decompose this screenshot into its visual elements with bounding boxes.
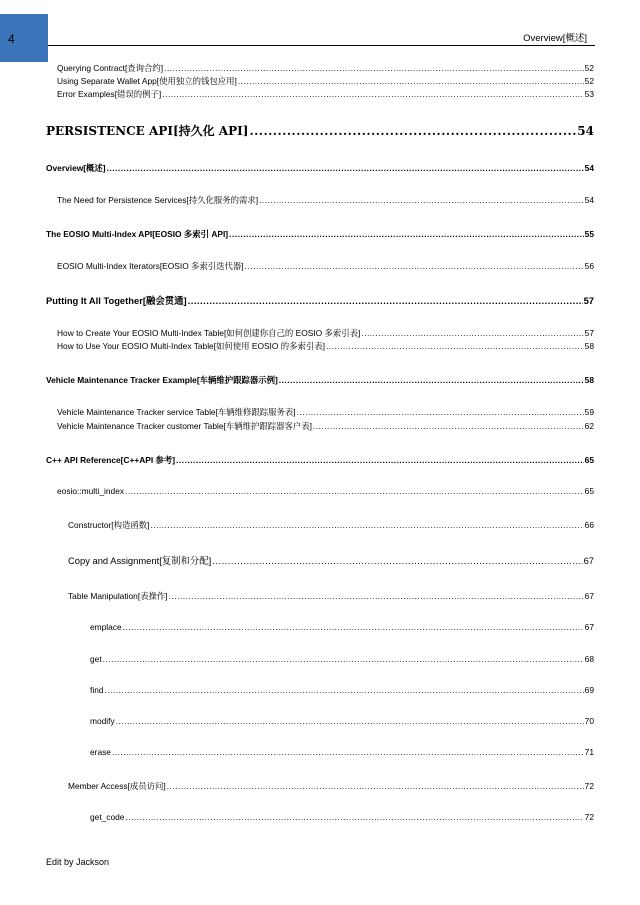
toc-dot-leader <box>212 555 582 566</box>
toc-dot-leader <box>249 124 576 138</box>
toc-dot-leader <box>279 375 584 385</box>
toc-entry-title: Using Separate Wallet App[使用独立的钱包应用] <box>57 76 237 86</box>
toc-dot-leader <box>245 261 584 271</box>
toc-entry-page: 66 <box>584 520 594 530</box>
toc-entry-title: How to Create Your EOSIO Multi-Index Table[如何创建你自己的 EOSIO 多索引表] <box>57 328 361 338</box>
toc-entry-title: Putting It All Together[融会贯通] <box>46 295 187 306</box>
toc-dot-leader <box>164 63 584 73</box>
toc-entry[interactable] <box>57 486 594 496</box>
toc-entry[interactable] <box>90 654 594 664</box>
toc-entry-title: find <box>90 685 104 695</box>
toc-entry-title: The Need for Persistence Services[持久化服务的需求] <box>57 195 259 205</box>
toc-entry[interactable] <box>46 293 594 307</box>
toc-entry-page: 55 <box>584 229 594 239</box>
toc-entry-title: Vehicle Maintenance Tracker customer Table[车辆维护跟踪器客户表] <box>57 421 312 431</box>
toc-entry-title: Vehicle Maintenance Tracker Example[车辆维护跟踪器示例] <box>46 375 278 385</box>
toc-dot-leader <box>361 328 583 338</box>
toc-dot-leader <box>112 747 584 757</box>
toc-dot-leader <box>238 76 584 86</box>
toc-entry-page: 52 <box>584 63 594 73</box>
toc-entry-page: 54 <box>584 163 594 173</box>
toc-dot-leader <box>169 591 584 601</box>
toc-dot-leader <box>259 195 584 205</box>
toc-entry[interactable] <box>57 62 594 74</box>
toc-entry[interactable] <box>90 747 594 757</box>
toc-dot-leader <box>167 781 584 791</box>
toc-entry-page: 58 <box>584 341 594 351</box>
toc-entry[interactable] <box>90 685 594 695</box>
toc-entry-title: The EOSIO Multi-Index API[EOSIO 多索引 API] <box>46 229 229 239</box>
toc-entry[interactable] <box>68 780 594 792</box>
toc-entry-title: Member Access[成员访问] <box>68 781 166 791</box>
toc-entry-title: Overview[概述] <box>46 163 106 173</box>
toc-entry-page: 72 <box>584 781 594 791</box>
toc-entry[interactable] <box>57 340 594 352</box>
toc-dot-leader <box>116 716 584 726</box>
toc-entry[interactable] <box>68 519 594 531</box>
toc-dot-leader <box>229 229 584 239</box>
toc-dot-leader <box>105 685 584 695</box>
toc-entry-title: erase <box>90 747 111 757</box>
toc-dot-leader <box>103 654 584 664</box>
toc-entry-page: 69 <box>584 685 594 695</box>
toc-entry[interactable] <box>57 194 594 206</box>
toc-entry[interactable] <box>46 454 594 466</box>
toc-entry-title: C++ API Reference[C++API 参考] <box>46 455 176 465</box>
toc-entry-page: 67 <box>583 555 594 566</box>
toc-entry-page: 54 <box>577 124 594 138</box>
toc-entry[interactable] <box>46 374 594 386</box>
toc-entry-title: How to Use Your EOSIO Multi-Index Table[如何使用 EOSIO 的多索引表] <box>57 341 325 351</box>
toc-entry[interactable] <box>57 420 594 432</box>
toc-entry-page: 52 <box>584 76 594 86</box>
toc-entry-page: 68 <box>584 654 594 664</box>
toc-entry-title: modify <box>90 716 115 726</box>
toc-entry-page: 72 <box>584 812 594 822</box>
toc-entry-title: eosio::multi_index <box>57 486 125 496</box>
toc-entry[interactable] <box>57 260 594 272</box>
toc-entry[interactable] <box>57 88 594 100</box>
running-header: Overview[概述] <box>523 33 587 44</box>
toc-entry-title: get_code <box>90 812 125 822</box>
toc-dot-leader <box>125 486 584 496</box>
toc-entry[interactable] <box>68 590 594 602</box>
toc-dot-leader <box>162 89 583 99</box>
toc-entry-page: 58 <box>584 375 594 385</box>
toc-entry-page: 70 <box>584 716 594 726</box>
toc-entry-page: 67 <box>584 622 594 632</box>
toc-entry-page: 65 <box>584 486 594 496</box>
toc-entry[interactable] <box>57 327 594 339</box>
page-number: 4 <box>8 32 15 46</box>
toc-entry-page: 59 <box>584 407 594 417</box>
toc-dot-leader <box>297 407 584 417</box>
toc-entry[interactable] <box>46 122 594 139</box>
toc-dot-leader <box>150 520 583 530</box>
toc-entry-page: 57 <box>583 295 594 306</box>
toc-entry-title: get <box>90 654 102 664</box>
toc-entry-title: Table Manipulation[表操作] <box>68 591 168 601</box>
toc-entry[interactable] <box>46 228 594 240</box>
toc-entry-title: Querying Contract[查询合约] <box>57 63 164 73</box>
toc-entry-title: Copy and Assignment[复制和分配] <box>68 555 212 566</box>
toc-dot-leader <box>125 812 583 822</box>
toc-entry-title: Error Examples[错误的例子] <box>57 89 162 99</box>
toc-entry-page: 62 <box>584 421 594 431</box>
toc-entry[interactable] <box>46 162 594 174</box>
toc-entry[interactable] <box>57 75 594 87</box>
toc-entry-page: 56 <box>584 261 594 271</box>
toc-entry[interactable] <box>90 812 594 822</box>
toc-entry-page: 54 <box>584 195 594 205</box>
toc-dot-leader <box>123 622 584 632</box>
toc-entry-title: EOSIO Multi-Index Iterators[EOSIO 多索引迭代器] <box>57 261 244 271</box>
toc-dot-leader <box>176 455 584 465</box>
toc-entry[interactable] <box>57 406 594 418</box>
toc-entry[interactable] <box>90 622 594 632</box>
page-footer: Edit by Jackson <box>46 857 110 867</box>
toc-entry[interactable] <box>68 553 594 567</box>
toc-entry-page: 57 <box>584 328 594 338</box>
toc-entry-title: Constructor[构造函数] <box>68 520 150 530</box>
toc-dot-leader <box>326 341 584 351</box>
toc-dot-leader <box>313 421 584 431</box>
toc-entry-page: 67 <box>584 591 594 601</box>
toc-dot-leader <box>188 295 583 306</box>
toc-entry-title: Vehicle Maintenance Tracker service Table[车辆维修跟踪服务表] <box>57 407 296 417</box>
toc-entry-page: 65 <box>584 455 594 465</box>
toc-entry-page: 71 <box>584 747 594 757</box>
toc-entry[interactable] <box>90 716 594 726</box>
toc-dot-leader <box>107 163 584 173</box>
toc-entry-title: PERSISTENCE API[持久化 API] <box>46 124 249 138</box>
toc-entry-page: 53 <box>584 89 594 99</box>
toc-entry-title: emplace <box>90 622 122 632</box>
